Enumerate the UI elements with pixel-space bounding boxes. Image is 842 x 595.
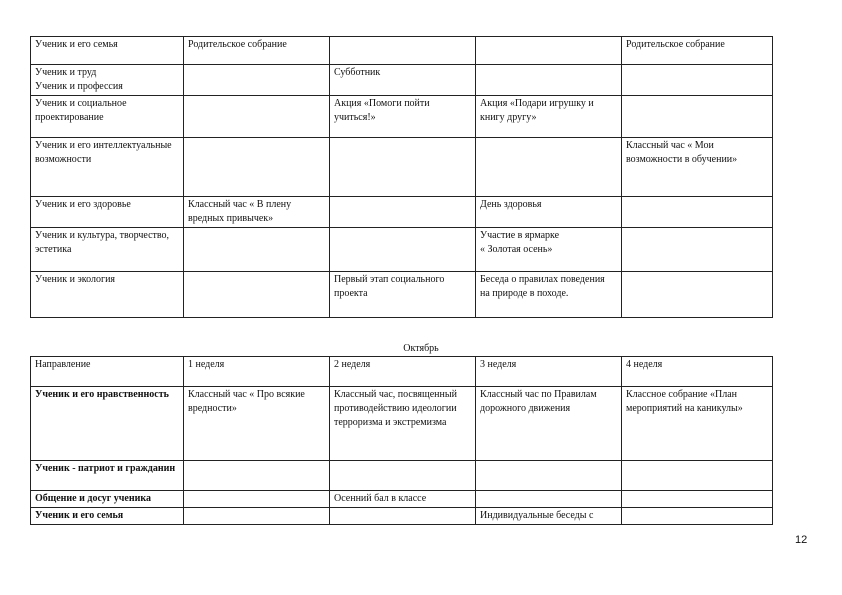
table-cell bbox=[476, 491, 622, 508]
cell-text: Ученик и его интеллектуальные возможности bbox=[35, 140, 172, 165]
table-cell bbox=[476, 272, 622, 318]
table-cell bbox=[184, 491, 330, 508]
table-cell bbox=[31, 357, 184, 387]
table1-body bbox=[31, 37, 773, 318]
table-cell bbox=[184, 65, 330, 96]
table-cell bbox=[184, 357, 330, 387]
table-cell bbox=[31, 65, 184, 96]
table-cell bbox=[476, 387, 622, 461]
table-row bbox=[31, 228, 773, 272]
table-row bbox=[31, 508, 773, 525]
cell-text: 3 неделя bbox=[480, 359, 517, 370]
table-row bbox=[31, 138, 773, 197]
table-cell bbox=[31, 197, 184, 228]
month-title: Октябрь bbox=[403, 343, 439, 354]
table-cell bbox=[622, 508, 773, 525]
table-cell bbox=[330, 65, 476, 96]
table-row bbox=[31, 197, 773, 228]
cell-text: Классный час « Про всякие вредности» bbox=[188, 389, 305, 414]
table-cell bbox=[476, 96, 622, 138]
table-row bbox=[31, 491, 773, 508]
page-number: 12 bbox=[795, 534, 808, 546]
table-cell bbox=[184, 272, 330, 318]
cell-text: Осенний бал в классе bbox=[334, 493, 427, 504]
cell-text: Ученик и его семья bbox=[35, 39, 118, 50]
cell-text: Общение и досуг ученика bbox=[35, 493, 152, 504]
table-row bbox=[31, 272, 773, 318]
cell-text: 2 неделя bbox=[334, 359, 371, 370]
table-cell bbox=[184, 96, 330, 138]
table-cell bbox=[330, 491, 476, 508]
table-cell bbox=[476, 461, 622, 491]
table-row bbox=[31, 65, 773, 96]
cell-text: Ученик и труд Ученик и профессия bbox=[35, 67, 123, 92]
table-cell bbox=[184, 37, 330, 65]
table-cell bbox=[31, 138, 184, 197]
cell-text: Индивидуальные беседы с bbox=[480, 510, 594, 521]
cell-text: Направление bbox=[35, 359, 91, 370]
table-cell bbox=[330, 357, 476, 387]
table-cell bbox=[622, 387, 773, 461]
cell-text: День здоровья bbox=[480, 199, 542, 210]
table-cell bbox=[622, 461, 773, 491]
cell-text: Родительское собрание bbox=[626, 39, 725, 50]
table-cell bbox=[476, 228, 622, 272]
table-cell bbox=[476, 197, 622, 228]
table-cell bbox=[184, 387, 330, 461]
table-cell bbox=[31, 96, 184, 138]
table-cell bbox=[622, 37, 773, 65]
cell-text: Участие в ярмарке « Золотая осень» bbox=[480, 230, 560, 255]
table-row bbox=[31, 96, 773, 138]
plan-table-september bbox=[30, 36, 773, 318]
table-cell bbox=[184, 197, 330, 228]
table-cell bbox=[622, 357, 773, 387]
cell-text: Классный час, посвященный противодействию идеологии терроризма и экстремизма bbox=[334, 389, 457, 428]
table-cell bbox=[476, 138, 622, 197]
table-cell bbox=[184, 138, 330, 197]
cell-text: Ученик и его нравственность bbox=[35, 389, 169, 400]
table-cell bbox=[476, 508, 622, 525]
table-cell bbox=[31, 508, 184, 525]
cell-text: Ученик и культура, творчество, эстетика bbox=[35, 230, 170, 255]
cell-text: Беседа о правилах поведения на природе в походе. bbox=[480, 274, 605, 299]
cell-text: Первый этап социального проекта bbox=[334, 274, 445, 299]
table-cell bbox=[330, 138, 476, 197]
cell-text: Ученик и социальное проектирование bbox=[35, 98, 127, 123]
cell-text: Акция «Подари игрушку и книгу другу» bbox=[480, 98, 594, 123]
cell-text: Ученик и его семья bbox=[35, 510, 124, 521]
table-cell bbox=[184, 228, 330, 272]
table-cell bbox=[622, 491, 773, 508]
cell-text: Родительское собрание bbox=[188, 39, 287, 50]
table-cell bbox=[476, 37, 622, 65]
table-row bbox=[31, 387, 773, 461]
table-cell bbox=[330, 228, 476, 272]
cell-text: Субботник bbox=[334, 67, 381, 78]
table-cell bbox=[330, 508, 476, 525]
table-row bbox=[31, 461, 773, 491]
cell-text: 4 неделя bbox=[626, 359, 663, 370]
table-cell bbox=[476, 65, 622, 96]
table2-body bbox=[31, 357, 773, 525]
table-cell bbox=[622, 138, 773, 197]
table-cell bbox=[184, 461, 330, 491]
cell-text: Классный час « Мои возможности в обучении» bbox=[626, 140, 738, 165]
cell-text: 1 неделя bbox=[188, 359, 225, 370]
cell-text: Классное собрание «План мероприятий на каникулы» bbox=[626, 389, 743, 414]
table-cell bbox=[184, 508, 330, 525]
table-row bbox=[31, 37, 773, 65]
cell-text: Акция «Помоги пойти учиться!» bbox=[334, 98, 430, 123]
table-header-row bbox=[31, 357, 773, 387]
table-cell bbox=[31, 37, 184, 65]
table-cell bbox=[31, 228, 184, 272]
cell-text: Ученик и экология bbox=[35, 274, 116, 285]
table-cell bbox=[31, 387, 184, 461]
table-cell bbox=[330, 197, 476, 228]
table-cell bbox=[31, 461, 184, 491]
table-cell bbox=[330, 387, 476, 461]
table-cell bbox=[31, 491, 184, 508]
table-cell bbox=[476, 357, 622, 387]
cell-text: Классный час « В плену вредных привычек» bbox=[188, 199, 292, 224]
table-cell bbox=[622, 65, 773, 96]
cell-text: Ученик и его здоровье bbox=[35, 199, 131, 210]
table-cell bbox=[622, 228, 773, 272]
table-cell bbox=[622, 96, 773, 138]
cell-text: Классный час по Правилам дорожного движения bbox=[480, 389, 597, 414]
table-cell bbox=[622, 197, 773, 228]
table-cell bbox=[330, 96, 476, 138]
table-cell bbox=[330, 37, 476, 65]
table-cell bbox=[622, 272, 773, 318]
table-cell bbox=[330, 272, 476, 318]
plan-table-october bbox=[30, 356, 773, 525]
table-cell bbox=[330, 461, 476, 491]
table-cell bbox=[31, 272, 184, 318]
cell-text: Ученик - патриот и гражданин bbox=[35, 463, 176, 474]
